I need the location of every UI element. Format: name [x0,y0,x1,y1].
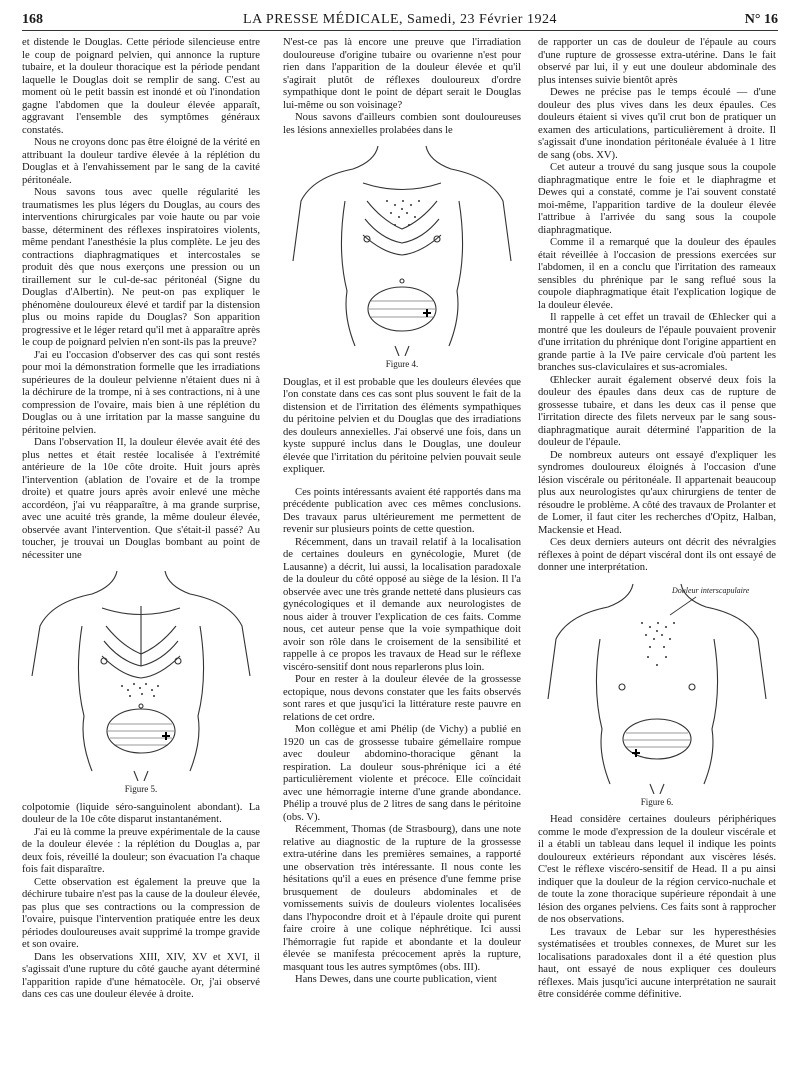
paragraph: Dans l'observation II, la douleur élevée avait été des plus nettes et était restée localisée à l'extrémité antérieure de la 10e côte droite. Huit jours après l'intervention (ablation de l'ovaire et de la trompe droite) et quatre jours après avoir enlevé une mèche accordéon, j'ai vu réapparaître, à ma grande surprise, avec une acuité très grande, la même douleur élevée, observée avant l'intervention. Que s'était-il passé? Au toucher, je trouvai un Douglas bombant au point de nécessiter une [22,437,260,561]
column-left [22,37,260,1002]
figure-caption: Figure 4. [385,359,419,369]
paragraph: colpotomie (liquide séro-sanguinolent abondant). La douleur de la 10e côte disparut instantanément. [22,801,260,825]
paragraph: Ces deux derniers auteurs ont décrit des névralgies réflexes à point de départ viscéral dont ils ont essayé de donner une interprétation. [538,537,776,573]
journal-title: LA PRESSE MÉDICALE, Samedi, 23 Février 1924 [243,12,557,27]
paragraph: Mon collègue et ami Phélip (de Vichy) a publié en 1920 un cas de grossesse tubaire gémellaire rompue avec douleur abdomino-thoracique gênant la respiration. La douleur sous-phrénique ici a été particulièrement violente et précoce. Elle coïncidait avec une hémorragie interne d'une grande abondance. Phélip a trouvé plus de 2 litres de sang dans le péritoine (obs. V). [283,724,521,823]
figure-5 [22,566,260,796]
paragraph: Douglas, et il est probable que les douleurs élevées que l'on constate dans ces cas sont plus souvent le fait de la distension et de l'irritation des éléments sympathiques du péritoine pelvien et du Douglas que des irradiations des douleurs annexielles. J'ai observé une fois, dans un kyste suppuré inclus dans le Douglas, une douleur élevée que l'irritation du péritoine pelvien pouvait seule expliquer. [283,376,521,475]
paragraph: Ces points intéressants avaient été rapportés dans ma précédente publication avec ces mêmes conclusions. Des travaux parus ultérieurement me permettent de revenir sur plusieurs points de cette question. [283,486,521,535]
page-header [22,12,778,31]
paragraph: Il rappelle à cet effet un travail de Œhlecker qui a montré que les douleurs de l'épaule pouvaient provenir d'une irritation du phrénique dont l'origine appartient en grande partie à la IVe paire cervicale d'où partent les branches sus-claviculaires et sus-acromiales. [538,312,776,373]
paragraph: Cette observation est également la preuve que la déchirure tubaire n'est pas la cause de la douleur élevée, pas plus que ses contractions ou la compression de l'ovaire, puisque l'intervention pratiquée entre les deux périodes douloureuses avait supprimé la trompe gravide et son ovaire. [22,876,260,950]
paragraph: Dans les observations XIII, XIV, XV et XVI, il s'agissait d'une rupture du côté gauche ayant déterminé l'apparition rapide d'une hématocèle. Or, j'ai observé dans ces cas une douleur élevée à droite. [22,951,260,1000]
paragraph: de rapporter un cas de douleur de l'épaule au cours d'une rupture de grossesse extra-utérine. Dans le fait observé par lui, il y eut une douleur abdominale des plus intenses suivie bientôt après [538,37,776,86]
paragraph: Hans Dewes, dans une courte publication, vient [295,974,497,985]
paragraph: J'ai eu là comme la preuve expérimentale de la cause de la douleur élevée : la réplétion du Douglas a, par deux fois, réveillé la douleur; son évacuation l'a chaque fois fait disparaître. [22,826,260,875]
paragraph: Nous savons d'ailleurs combien sont douloureuses les lésions annexielles prolabées dans le [283,112,521,136]
column-right [538,37,776,1002]
paragraph: et distende le Douglas. Cette période silencieuse entre le coup de poignard pelvien, qui annonce la rupture tubaire, et la douleur thoracique est la période pendant laquelle le Douglas doit se remplir de sang. C'est au moment où le petit bassin est inondé et où l'inondation gagne l'abdomen que la douleur élevée apparaît, aggravant l'ensemble des symptômes généraux constatés. [22,37,260,136]
torso-front-illustration [283,141,521,356]
page-number: 168 [22,12,43,27]
paragraph: Œhlecker aurait également observé deux fois la douleur des épaules dans deux cas de rupture de grossesse tubaire, et dans les deux cas il pense que l'irritation directe des filets nerveux par le sang sous-diaphragmatique aurait déterminé l'apparition de la douleur de l'épaule. [538,374,776,448]
figure-6 [538,579,776,809]
paragraph: De nombreux auteurs ont essayé d'expliquer les syndromes douloureux éloignés à l'occasion d'une lésion viscérale ou péritonéale. Il appartenait beaucoup plus aux neurologistes qu'aux chirurgiens de tenter de résoudre le problème. A côté des travaux de Prolanter et de Lomer, il faut citer les recherches d'Opitz, Halban, Mackensie et Head. [538,449,776,536]
paragraph: Nous ne croyons donc pas être éloigné de la vérité en attribuant la douleur tardive élevée à la réplétion du Douglas et à l'envahissement par le sang de la cavité péritonéale. [22,137,260,186]
column-middle [283,37,521,987]
paragraph: Head considère certaines douleurs périphériques comme le mode d'expression de la douleur viscérale et il a établi un tableau dans lequel il indique les points douloureux extérieurs répondant aux viscères lésés. C'est le réflexe viscéro-sensitif de Head. Il a pu ainsi indiquer que la douleur de la région cervico-nuchale et de toute la zone thoracique supérieure répondait à une lésion des organes pelviens. Ces faits sont à rapprocher de nos observations. [538,814,776,925]
paragraph: Cet auteur a trouvé du sang jusque sous la coupole diaphragmatique entre le foie et le diaphragme et Dewes qui a constaté, comme je l'ai souvent constaté moi-même, l'apparition tardive de la douleur élevée l'attribue à l'arrivée du sang sous la coupole diaphragmatique. [538,162,776,236]
paragraph: J'ai eu l'occasion d'observer des cas qui sont restés pour moi la démonstration formelle que les irradiations supérieures de la douleur pelvienne n'étaient dues ni à la déchirure de la trompe, ni à ses contractions, ni à une compression de l'ovaire, mais bien à une réplétion du Douglas ou à une irritation par la masse sanguine du péritoine pelvien. [22,349,260,436]
paragraph: Récemment, dans un travail relatif à la localisation de certaines douleurs en gynécologie, Muret (de Lausanne) a décrit, lui aussi, la localisation paradoxale de la douleur du côté opposé au siège de la lésion. Il l'a observée avec une très grande netteté dans plusieurs cas gynécologiques et il demande aux neurologistes de nous aider à trouver l'explication de ces faits. Comme nous, cet auteur pense que la voie sympathique doit avoir son rôle dans le croisement de la sensibilité et rappelle à ce propos les travaux de Head sur le réflexe viscéro-sensitif dont nous reparlerons plus loin. [283,536,521,673]
figure-caption: Figure 5. [124,784,158,794]
paragraph: Les travaux de Lebar sur les hyperesthésies systématisées et troubles connexes, de Muret sur les localisations paradoxales dont il a été question plus haut, ont essayé de nous expliquer ces douleurs réflexes. Mais jusqu'ici aucune interprétation ne saurait être considérée comme définitive. [538,926,776,1000]
figure-label: Douleur interscapulaire [672,585,750,595]
torso-front-illustration [22,566,260,781]
figure-caption: Figure 6. [640,796,674,807]
paragraph: Pour en rester à la douleur élevée de la grossesse ectopique, nous devons constater que les faits observés sont rares et que jusqu'ici la littérature reste pauvre en relations de cet ordre. [283,674,521,723]
paragraph: Comme il a remarqué que la douleur des épaules était réveillée à l'occasion de pressions exercées sur l'abdomen, il en a conclu que l'irritation des rameaux sensibles du phrénique par le sang reflué sous la coupole diaphragmatique était l'explication logique de la douleur élevée. [538,237,776,311]
paragraph: Récemment, Thomas (de Strasbourg), dans une note relative au diagnostic de la rupture de la grossesse extra-utérine dans les premières semaines, a rapporté une observation très intéressante. Il nous conte les hésitations qu'il a eues en présence d'une femme prise brusquement de douleurs abdominales et de vomissements suivis de douleurs violentes localisées dans l'hypocondre droit et à l'épaule droite qui purent faire croire à une colique néphrétique. Ici aussi l'hémorragie fut rapide et abondante et la douleur élevée se manifesta précocement après la rupture, masquant tous les autres symptômes (obs. III). [283,824,521,973]
figure-4 [283,141,521,371]
paragraph: Dewes ne précise pas le temps écoulé — d'une douleur des plus vives dans les deux épaules. Ces douleurs étaient si vives qu'il crut bon de pratiquer un examen des articulations, particulièrement à droite. Il s'agissait d'une inondation péritonéale évaluée à 1 litre de sang (obs. XV). [538,87,776,161]
torso-back-illustration [538,579,776,794]
issue-number: N° 16 [744,12,778,27]
paragraph: Nous savons tous avec quelle régularité les traumatismes les plus légers du Douglas, au cours des interventions chirurgicales par voie haute ou par voie basse, déterminent des réflexes inspiratoires violents, même pendant l'anesthésie la plus complète. Le jeu des contractions diaphragmatiques et intercostales se produit dès que nous exerçons une pression ou un tiraillement sur le cul-de-sac péritonéal (Signe du Douglas d'Albertin). Ne peut-on pas expliquer le phénomène douloureux élevé et tardif par la distension plus ou moins rapide du Douglas? Son apparition progressive et le léger retard qu'il met à apparaître après le coup de poignard pelvien n'en sont-ils pas la preuve? [22,187,260,348]
paragraph: N'est-ce pas là encore une preuve que l'irradiation douloureuse d'origine tubaire ou ovarienne n'est pour rien dans l'apparition de la douleur élevée et qu'il s'agirait plutôt de réflexes douloureux d'ordre sympathique dont le point de départ serait le Douglas lui-même ou son voisinage? [283,37,521,111]
